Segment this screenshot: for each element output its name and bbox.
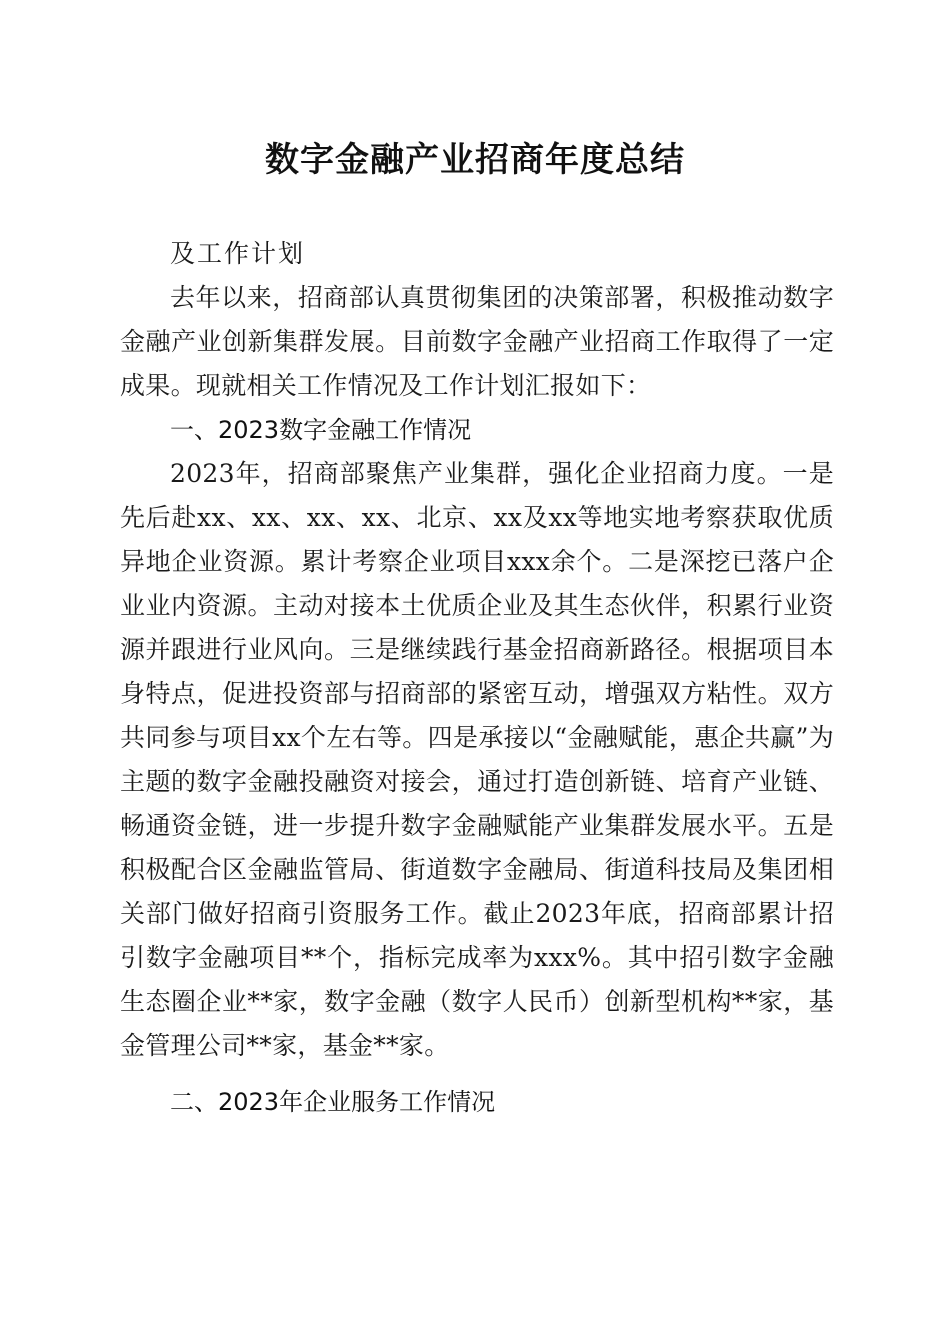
section-1-heading: 一、2023数字金融工作情况	[170, 416, 472, 444]
document-body	[120, 232, 834, 1124]
document-subtitle: 及工作计划	[170, 239, 306, 268]
section-2-heading: 二、2023年企业服务工作情况	[170, 1088, 496, 1116]
intro-paragraph: 去年以来，招商部认真贯彻集团的决策部署，积极推动数字金融产业创新集群发展。目前数字金融产业招商工作取得了一定成果。现就相关工作情况及工作计划汇报如下：	[120, 283, 834, 400]
document-title: 数字金融产业招商年度总结	[265, 140, 685, 180]
section-1-paragraph: 2023年，招商部聚焦产业集群，强化企业招商力度。一是先后赴xx、xx、xx、xx、北京、xx及xx等地实地考察获取优质异地企业资源。累计考察企业项目xxx余个。二是深挖已落户企业业内资源。主动对接本土优质企业及其生态伙伴，积累行业资源并跟进行业风向。三是继续践行基金招商新路径。根据项目本身特点，促进投资部与招商部的紧密互动，增强双方粘性。双方共同参与项目xx个左右等。四是承接以“金融赋能，惠企共赢”为主题的数字金融投融资对接会，通过打造创新链、培育产业链、畅通资金链，进一步提升数字金融赋能产业集群发展水平。五是积极配合区金融监管局、街道数字金融局、街道科技局及集团相关部门做好招商引资服务工作。截止2023年底，招商部累计招引数字金融项目**个，指标完成率为xxx%。其中招引数字金融生态圈企业**家，数字金融（数字人民币）创新型机构**家，基金管理公司**家，基金**家。	[120, 459, 834, 1060]
